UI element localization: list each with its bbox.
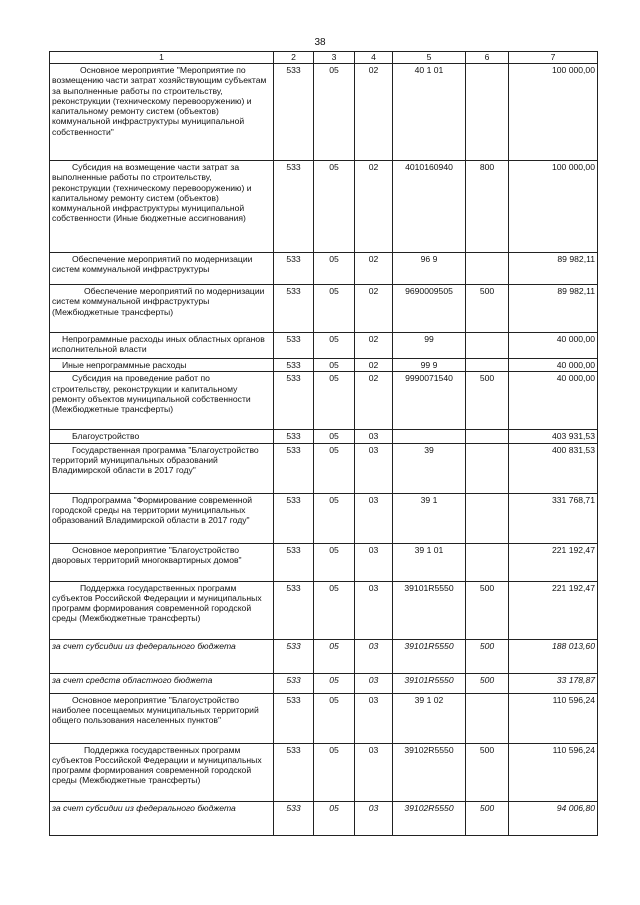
- cell-amount: 89 982,11: [509, 253, 598, 285]
- cell-code-6: [466, 359, 509, 372]
- cell-name: за счет средств областного бюджета: [50, 673, 274, 693]
- table-row: [50, 359, 598, 372]
- cell-code-3: 05: [314, 285, 355, 333]
- cell-code-4: 03: [355, 543, 393, 581]
- cell-code-2: 533: [274, 801, 314, 835]
- cell-amount: 89 982,11: [509, 285, 598, 333]
- cell-name: Благоустройство: [50, 430, 274, 443]
- cell-code-3: 05: [314, 443, 355, 493]
- cell-code-3: 05: [314, 372, 355, 430]
- cell-code-5: 39: [393, 443, 466, 493]
- cell-amount: 110 596,24: [509, 743, 598, 801]
- cell-name: Государственная программа "Благоустройство территорий муниципальных образований Владимирской области в 2017 году": [50, 443, 274, 493]
- cell-code-4: 03: [355, 493, 393, 543]
- cell-code-3: 05: [314, 430, 355, 443]
- cell-code-4: 03: [355, 430, 393, 443]
- table-row: [50, 801, 598, 835]
- cell-amount: 40 000,00: [509, 359, 598, 372]
- col-header-4: 4: [355, 52, 393, 64]
- cell-code-2: 533: [274, 493, 314, 543]
- table-row: [50, 493, 598, 543]
- cell-code-5: 96 9: [393, 253, 466, 285]
- cell-code-4: 02: [355, 333, 393, 359]
- cell-code-5: 9690009505: [393, 285, 466, 333]
- table-row: [50, 372, 598, 430]
- cell-code-4: 03: [355, 639, 393, 673]
- cell-name: Непрограммные расходы иных областных органов исполнительной власти: [50, 333, 274, 359]
- cell-amount: 40 000,00: [509, 372, 598, 430]
- cell-code-4: 02: [355, 161, 393, 253]
- cell-code-3: 05: [314, 543, 355, 581]
- cell-code-5: 39 1 02: [393, 693, 466, 743]
- cell-name: Основное мероприятие "Благоустройство наиболее посещаемых муниципальных территорий общего пользования населенных пунктов": [50, 693, 274, 743]
- cell-name: Обеспечение мероприятий по модернизации систем коммунальной инфраструктуры: [50, 253, 274, 285]
- budget-table: [49, 51, 598, 836]
- cell-name: Основное мероприятие "Мероприятие по возмещению части затрат хозяйствующим субъектам за выполненные работы по строительству, реконструкции (техническому перевооружению) и капитальному ремонту систем (объектов) коммунальной инфраструктуры муниципальной собственности": [50, 64, 274, 161]
- cell-code-3: 05: [314, 693, 355, 743]
- cell-code-3: 05: [314, 64, 355, 161]
- cell-name: Обеспечение мероприятий по модернизации систем коммунальной инфраструктуры (Межбюджетные трансферты): [50, 285, 274, 333]
- cell-code-5: 39102R5550: [393, 743, 466, 801]
- cell-name: за счет субсидии из федерального бюджета: [50, 639, 274, 673]
- table-row: [50, 430, 598, 443]
- cell-code-6: 500: [466, 372, 509, 430]
- cell-name: Подпрограмма "Формирование современной городской среды на территории муниципальных образований Владимирской области в 2017 году": [50, 493, 274, 543]
- cell-code-2: 533: [274, 161, 314, 253]
- cell-code-6: [466, 333, 509, 359]
- page-number: 38: [314, 37, 326, 48]
- col-header-7: 7: [509, 52, 598, 64]
- cell-code-6: 500: [466, 285, 509, 333]
- cell-code-6: 800: [466, 161, 509, 253]
- cell-code-3: 05: [314, 639, 355, 673]
- cell-code-6: [466, 443, 509, 493]
- table-row: [50, 333, 598, 359]
- cell-code-3: 05: [314, 743, 355, 801]
- cell-code-2: 533: [274, 430, 314, 443]
- table-row: [50, 543, 598, 581]
- cell-code-2: 533: [274, 673, 314, 693]
- cell-code-2: 533: [274, 285, 314, 333]
- cell-code-4: 02: [355, 285, 393, 333]
- cell-amount: 188 013,60: [509, 639, 598, 673]
- cell-code-4: 03: [355, 693, 393, 743]
- header-row: [50, 52, 598, 64]
- cell-code-3: 05: [314, 333, 355, 359]
- table-row: [50, 639, 598, 673]
- cell-code-5: 39102R5550: [393, 801, 466, 835]
- cell-name: Иные непрограммные расходы: [50, 359, 274, 372]
- cell-code-6: 500: [466, 581, 509, 639]
- cell-code-6: [466, 693, 509, 743]
- cell-amount: 403 931,53: [509, 430, 598, 443]
- cell-code-6: [466, 430, 509, 443]
- cell-code-4: 03: [355, 743, 393, 801]
- cell-code-3: 05: [314, 581, 355, 639]
- cell-code-5: 99 9: [393, 359, 466, 372]
- cell-code-4: 03: [355, 443, 393, 493]
- cell-code-5: 39 1: [393, 493, 466, 543]
- cell-code-6: 500: [466, 673, 509, 693]
- col-header-5: 5: [393, 52, 466, 64]
- cell-amount: 33 178,87: [509, 673, 598, 693]
- cell-code-2: 533: [274, 639, 314, 673]
- cell-amount: 100 000,00: [509, 161, 598, 253]
- col-header-1: 1: [50, 52, 274, 64]
- cell-code-6: [466, 64, 509, 161]
- table-row: [50, 581, 598, 639]
- cell-code-6: 500: [466, 639, 509, 673]
- cell-code-3: 05: [314, 673, 355, 693]
- cell-name: Поддержка государственных программ субъектов Российской Федерации и муниципальных программ формирования современной городской среды (Межбюджетные трансферты): [50, 743, 274, 801]
- cell-amount: 221 192,47: [509, 543, 598, 581]
- cell-code-3: 05: [314, 801, 355, 835]
- cell-code-4: 03: [355, 673, 393, 693]
- cell-name: Основное мероприятие "Благоустройство дворовых территорий многоквартирных домов": [50, 543, 274, 581]
- cell-code-2: 533: [274, 333, 314, 359]
- cell-code-6: 500: [466, 801, 509, 835]
- cell-code-2: 533: [274, 359, 314, 372]
- cell-code-3: 05: [314, 493, 355, 543]
- cell-amount: 94 006,80: [509, 801, 598, 835]
- cell-code-2: 533: [274, 372, 314, 430]
- table-row: [50, 253, 598, 285]
- col-header-3: 3: [314, 52, 355, 64]
- table-row: [50, 693, 598, 743]
- cell-code-4: 02: [355, 253, 393, 285]
- table-row: [50, 285, 598, 333]
- cell-code-5: 40 1 01: [393, 64, 466, 161]
- cell-name: Поддержка государственных программ субъектов Российской Федерации и муниципальных программ формирования современной городской среды (Межбюджетные трансферты): [50, 581, 274, 639]
- cell-code-4: 03: [355, 801, 393, 835]
- cell-code-2: 533: [274, 581, 314, 639]
- cell-name: Субсидия на проведение работ по строительству, реконструкции и капитальному ремонту объектов муниципальной собственности (Межбюджетные трансферты): [50, 372, 274, 430]
- cell-code-5: 39 1 01: [393, 543, 466, 581]
- cell-code-6: [466, 493, 509, 543]
- cell-code-5: 9990071540: [393, 372, 466, 430]
- cell-code-4: 02: [355, 372, 393, 430]
- cell-code-6: 500: [466, 743, 509, 801]
- cell-code-4: 02: [355, 359, 393, 372]
- table-row: [50, 64, 598, 161]
- cell-code-2: 533: [274, 64, 314, 161]
- cell-name: за счет субсидии из федерального бюджета: [50, 801, 274, 835]
- table-row: [50, 743, 598, 801]
- cell-code-5: 99: [393, 333, 466, 359]
- table-row: [50, 673, 598, 693]
- cell-name: Субсидия на возмещение части затрат за выполненные работы по строительству, реконструкции (техническому перевооружению) и капитальному ремонту систем (объектов) коммунальной инфраструктуры муниципальной собственности (Иные бюджетные ассигнования): [50, 161, 274, 253]
- cell-code-2: 533: [274, 743, 314, 801]
- table-row: [50, 161, 598, 253]
- cell-code-5: [393, 430, 466, 443]
- cell-code-2: 533: [274, 543, 314, 581]
- col-header-6: 6: [466, 52, 509, 64]
- cell-code-2: 533: [274, 253, 314, 285]
- cell-code-2: 533: [274, 443, 314, 493]
- cell-amount: 100 000,00: [509, 64, 598, 161]
- cell-amount: 221 192,47: [509, 581, 598, 639]
- cell-code-5: 39101R5550: [393, 673, 466, 693]
- cell-amount: 110 596,24: [509, 693, 598, 743]
- cell-code-5: 39101R5550: [393, 581, 466, 639]
- cell-code-3: 05: [314, 359, 355, 372]
- cell-code-5: 39101R5550: [393, 639, 466, 673]
- cell-code-6: [466, 543, 509, 581]
- cell-code-4: 03: [355, 581, 393, 639]
- table-row: [50, 443, 598, 493]
- cell-code-2: 533: [274, 693, 314, 743]
- col-header-2: 2: [274, 52, 314, 64]
- cell-amount: 40 000,00: [509, 333, 598, 359]
- cell-amount: 400 831,53: [509, 443, 598, 493]
- cell-code-4: 02: [355, 64, 393, 161]
- cell-amount: 331 768,71: [509, 493, 598, 543]
- cell-code-3: 05: [314, 253, 355, 285]
- cell-code-3: 05: [314, 161, 355, 253]
- cell-code-6: [466, 253, 509, 285]
- cell-code-5: 4010160940: [393, 161, 466, 253]
